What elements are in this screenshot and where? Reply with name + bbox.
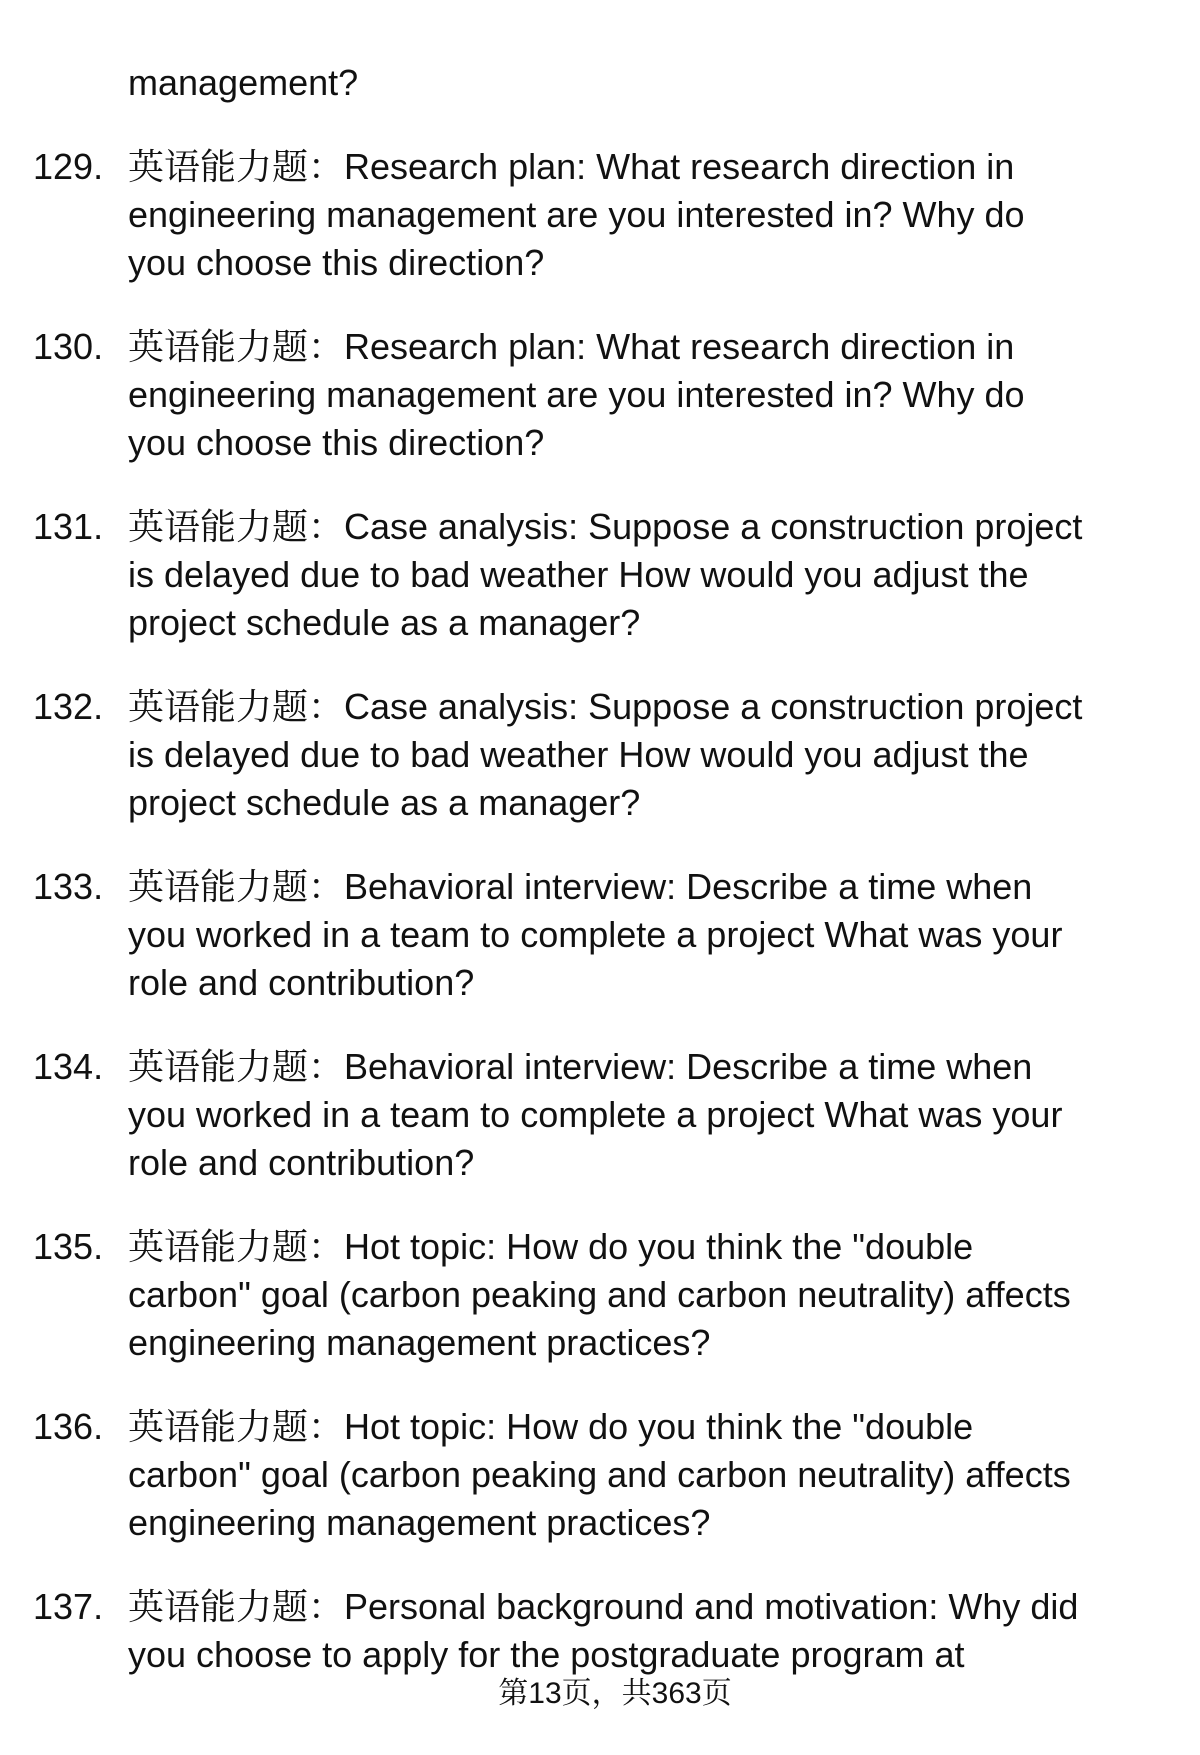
question-item [0, 1223, 1200, 1367]
question-number: 129. [33, 146, 104, 187]
question-number: 134. [33, 1046, 104, 1087]
question-item [0, 1403, 1200, 1547]
question-line: 英语能力题：Case analysis: Suppose a construction project [128, 686, 1083, 727]
question-item [0, 143, 1200, 287]
question-line: project schedule as a manager? [128, 602, 641, 643]
question-text [128, 503, 1200, 647]
question-line: you choose this direction? [128, 242, 545, 283]
question-line: 英语能力题：Research plan: What research direction in [128, 146, 1015, 187]
question-line: 英语能力题：Case analysis: Suppose a construction project [128, 506, 1083, 547]
question-line: carbon" goal (carbon peaking and carbon neutrality) affects [128, 1454, 1071, 1495]
question-number: 133. [33, 866, 104, 907]
question-item [0, 863, 1200, 1007]
question-number: 136. [33, 1406, 104, 1447]
question-line: engineering management practices? [128, 1502, 711, 1543]
question-line: engineering management are you interested in? Why do [128, 194, 1025, 235]
question-line: role and contribution? [128, 962, 475, 1003]
question-line: engineering management practices? [128, 1322, 711, 1363]
question-list [0, 59, 1200, 1715]
question-text [128, 1223, 1200, 1367]
question-number: 131. [33, 506, 104, 547]
question-line: role and contribution? [128, 1142, 475, 1183]
question-number: 135. [33, 1226, 104, 1267]
question-line: 英语能力题：Hot topic: How do you think the "double [128, 1406, 974, 1447]
question-line: carbon" goal (carbon peaking and carbon neutrality) affects [128, 1274, 1071, 1315]
question-line: 英语能力题：Personal background and motivation: Why did [128, 1586, 1079, 1627]
question-line: 英语能力题：Behavioral interview: Describe a time when [128, 1046, 1033, 1087]
question-number: 132. [33, 686, 104, 727]
question-text [128, 863, 1200, 1007]
question-item [0, 503, 1200, 647]
question-item [0, 323, 1200, 467]
question-line: engineering management are you interested in? Why do [128, 374, 1025, 415]
question-text [128, 323, 1200, 467]
question-text [128, 143, 1200, 287]
question-line: you choose to apply for the postgraduate program at [128, 1634, 965, 1675]
question-number: 137. [33, 1586, 104, 1627]
question-line: you worked in a team to complete a project What was your [128, 914, 1063, 955]
page-number-footer: 第13页，共363页 [498, 1677, 732, 1710]
question-line: is delayed due to bad weather How would you adjust the [128, 734, 1029, 775]
question-line: 英语能力题：Hot topic: How do you think the "double [128, 1226, 974, 1267]
continued-line: management? [128, 62, 359, 103]
question-line: 英语能力题：Research plan: What research direction in [128, 326, 1015, 367]
question-number: 130. [33, 326, 104, 367]
question-line: project schedule as a manager? [128, 782, 641, 823]
question-text [128, 1583, 1200, 1679]
question-text [128, 1043, 1200, 1187]
question-item [0, 1043, 1200, 1187]
question-item [0, 1583, 1200, 1679]
question-text [128, 683, 1200, 827]
question-line: you worked in a team to complete a project What was your [128, 1094, 1063, 1135]
question-item [0, 683, 1200, 827]
question-line: is delayed due to bad weather How would you adjust the [128, 554, 1029, 595]
question-line: you choose this direction? [128, 422, 545, 463]
question-text [128, 1403, 1200, 1547]
question-line: 英语能力题：Behavioral interview: Describe a time when [128, 866, 1033, 907]
